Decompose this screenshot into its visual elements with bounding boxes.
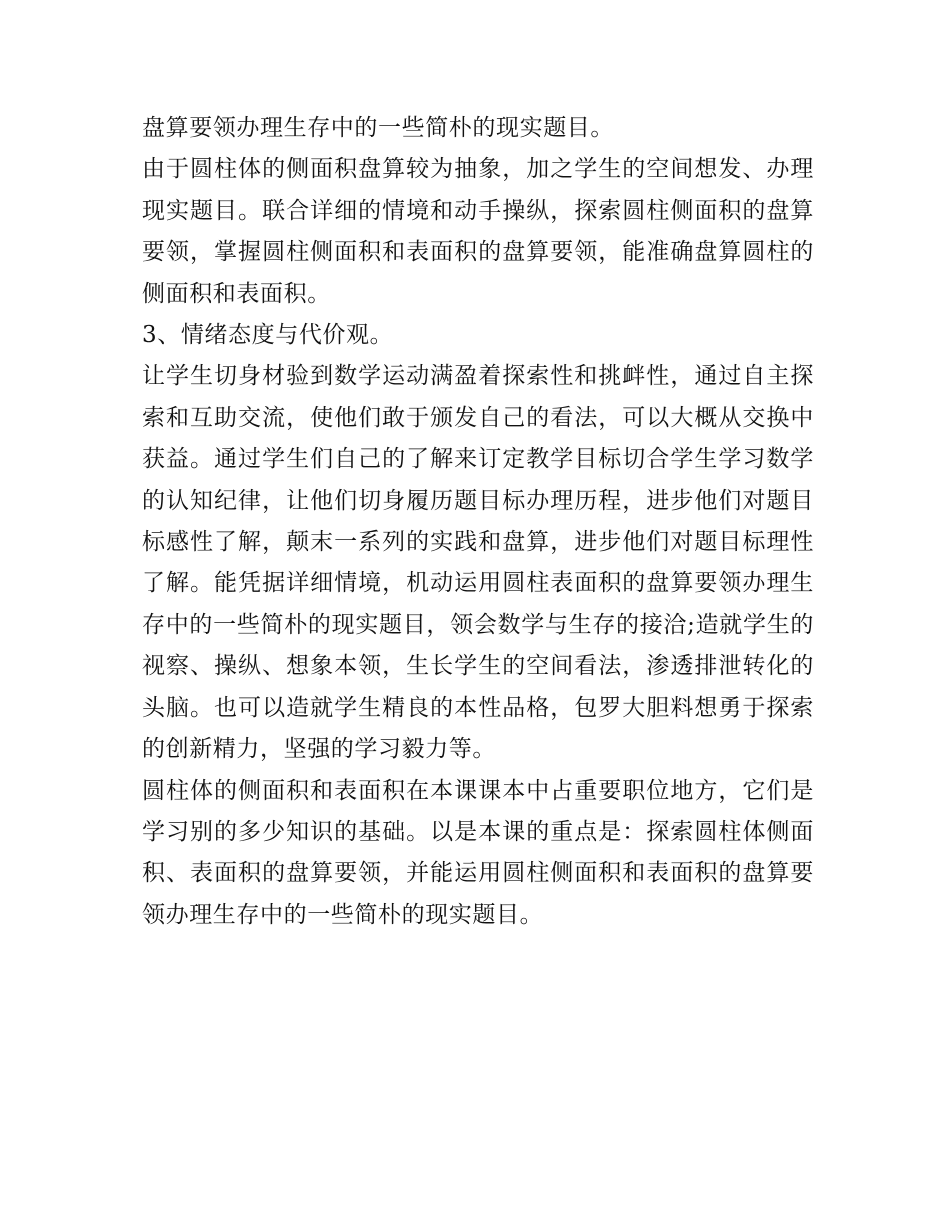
paragraph-5: 圆柱体的侧面积和表面积在本课课本中占重要职位地方，它们是学习别的多少知识的基础。以是本课的重点是：探索圆柱体侧面积、表面积的盘算要领，并能运用圆柱侧面积和表面积的盘算要领办理生存中的一些简朴的现实题目。 (142, 777, 814, 928)
document-body (142, 108, 814, 936)
paragraph-1: 盘算要领办理生存中的一些简朴的现实题目。 (142, 115, 614, 141)
paragraph-4: 让学生切身材验到数学运动满盈着探索性和挑衅性，通过自主探索和互助交流，使他们敢于颁发自己的看法，可以大概从交换中获益。通过学生们自己的了解来订定教学目标切合学生学习数学的认知纪律，让他们切身履历题目标办理历程，进步他们对题目标感性了解，颠末一系列的实践和盘算，进步他们对题目标理性了解。能凭据详细情境，机动运用圆柱表面积的盘算要领办理生存中的一些简朴的现实题目，领会数学与生存的接洽;造就学生的视察、操纵、想象本领，生长学生的空间看法，渗透排泄转化的头脑。也可以造就学生精良的本性品格，包罗大胆料想勇于探索的创新精力，坚强的学习毅力等。 (142, 363, 814, 763)
paragraph-2: 由于圆柱体的侧面积盘算较为抽象，加之学生的空间想发、办理现实题目。联合详细的情境和动手操纵，探索圆柱侧面积的盘算要领，掌握圆柱侧面积和表面积的盘算要领，能准确盘算圆柱的侧面积和表面积。 (142, 156, 814, 307)
paragraph-3-heading: 3、情绪态度与代价观。 (142, 322, 394, 349)
